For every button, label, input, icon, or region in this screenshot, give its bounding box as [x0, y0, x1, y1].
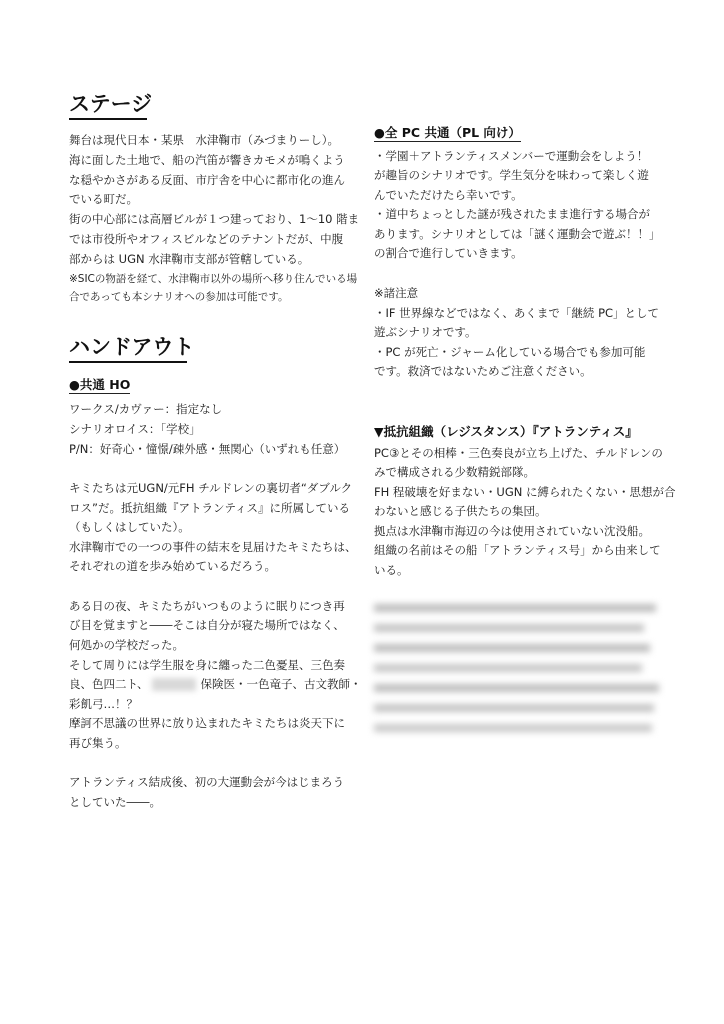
stage-note: 合であっても本シナリオへの参加は可能です。	[69, 291, 289, 303]
handout-title: ハンドアウト	[69, 335, 195, 359]
resistance-line: PC③とその相棒・三色奏良が立ち上げた、チルドレンの	[374, 446, 663, 460]
pc-common-line: あります。シナリオとしては「謎く運動会で遊ぶ！！」	[374, 227, 661, 241]
blurred-line	[374, 684, 659, 692]
stage-line: では市役所やオフィスビルなどのテナントだが、中腹	[69, 232, 344, 246]
stage-line: 部からは UGN 水津鞠市支部が管轄している。	[69, 252, 310, 266]
pc-common-line: んでいただけたら幸いです。	[374, 188, 523, 202]
ho-text-part: 良、色四二ト、	[69, 677, 149, 691]
pc-common-line: が趣旨のシナリオです。学生気分を味わって楽しく遊	[374, 168, 649, 182]
stage-line: な穏やかさがある反面、市庁舎を中心に都市化の進ん	[69, 173, 345, 187]
pc-common-line: ・学園＋アトランティスメンバーで運動会をしよう！	[374, 149, 649, 163]
ho-text-line-with-redaction	[69, 675, 361, 694]
redacted-name	[152, 678, 196, 691]
ho-text: 何処かの学校だった。	[69, 638, 184, 652]
stage-heading	[69, 92, 152, 116]
common-ho-heading-text: ●共通 HO	[69, 377, 131, 392]
blurred-line	[374, 664, 642, 672]
handout-heading	[69, 335, 194, 359]
resistance-line: いる。	[374, 563, 409, 577]
stage-note: ※SICの物語を経て、水津鞠市以外の場所へ移り住んでいる場	[69, 273, 358, 285]
ho-info: シナリオロイス：「学校」	[69, 422, 201, 436]
blurred-line	[374, 644, 650, 652]
resistance-heading: ▼抵抗組織（レジスタンス）『アトランティス』	[374, 424, 638, 439]
ho-text: ロス”だ。抵抗組織『アトランティス』に所属している	[69, 501, 351, 515]
ho-text: 摩訶不思議の世界に放り込まれたキミたちは炎天下に	[69, 716, 345, 730]
stage-line: 街の中心部には高層ビルが１つ建っており、1～10 階ま	[69, 212, 360, 226]
notes-line: ・PC が死亡・ジャーム化している場合でも参加可能	[374, 345, 646, 359]
ho-text: ある日の夜、キミたちがいつものように眠りにつき再	[69, 599, 345, 613]
notes-heading: ※諸注意	[374, 286, 419, 300]
ho-text: 水津鞠市での一つの事件の結末を見届けたキミたちは、	[69, 540, 357, 554]
ho-text: そして周りには学生服を身に纏った二色憂星、三色奏	[69, 658, 345, 672]
notes-line: です。救済ではないためご注意ください。	[374, 364, 592, 378]
pc-common-line: ・道中ちょっとした謎が残されたまま進行する場合が	[374, 207, 650, 221]
resistance-line: FH 程破壊を好まない・UGN に縛られたくない・思想が合	[374, 485, 676, 499]
blurred-text-block	[374, 596, 664, 746]
blurred-line	[374, 704, 654, 712]
ho-text: 彩飢弓…！？	[69, 697, 138, 711]
ho-text: び目を覚ますと――そこは自分が寝た場所ではなく、	[69, 618, 345, 632]
resistance-line: 組織の名前はその船「アトランティス号」から由来して	[374, 543, 661, 557]
stage-heading-underline	[69, 118, 147, 120]
resistance-line: わないと感じる子供たちの集団。	[374, 504, 547, 518]
stage-line: 海に面した土地で、船の汽笛が響きカモメが鳴くよう	[69, 153, 345, 167]
notes-line: ・IF 世界線などではなく、あくまで「継続 PC」として	[374, 306, 660, 320]
stage-line: でいる町だ。	[69, 192, 138, 206]
ho-info: P/N：好奇心・憧憬/疎外感・無関心（いずれも任意）	[69, 442, 346, 456]
pc-common-heading-text: ●全 PC 共通（PL 向け）	[374, 125, 521, 140]
blurred-line	[374, 604, 656, 612]
resistance-line: みで構成される少数精鋭部隊。	[374, 465, 535, 479]
ho-text: それぞれの道を歩み始めているだろう。	[69, 559, 276, 573]
pc-common-line: の割合で進行していきます。	[374, 246, 523, 260]
ho-text: アトランティス結成後、初の大運動会が今はじまろう	[69, 775, 345, 789]
blurred-line	[374, 624, 644, 632]
common-ho-heading	[69, 376, 130, 394]
ho-info: ワークス/カヴァー：指定なし	[69, 402, 223, 416]
ho-text: キミたちは元UGN/元FH チルドレンの裏切者“ダブルク	[69, 481, 353, 495]
stage-title: ステージ	[69, 92, 153, 116]
ho-text: （もしくはしていた）。	[69, 520, 190, 534]
blurred-line	[374, 724, 652, 732]
stage-line: 舞台は現代日本・某県 水津鞠市（みづまりーし）。	[69, 133, 340, 147]
notes-line: 遊ぶシナリオです。	[374, 325, 477, 339]
ho-text: としていた――。	[69, 795, 161, 809]
ho-text: 再び集う。	[69, 736, 127, 750]
ho-text-part: 保険医・一色竜子、古文教師・	[200, 677, 362, 691]
handout-heading-underline	[69, 361, 187, 363]
pc-common-heading	[374, 124, 521, 142]
resistance-line: 拠点は水津鞠市海辺の今は使用されていない沈没船。	[374, 524, 650, 538]
